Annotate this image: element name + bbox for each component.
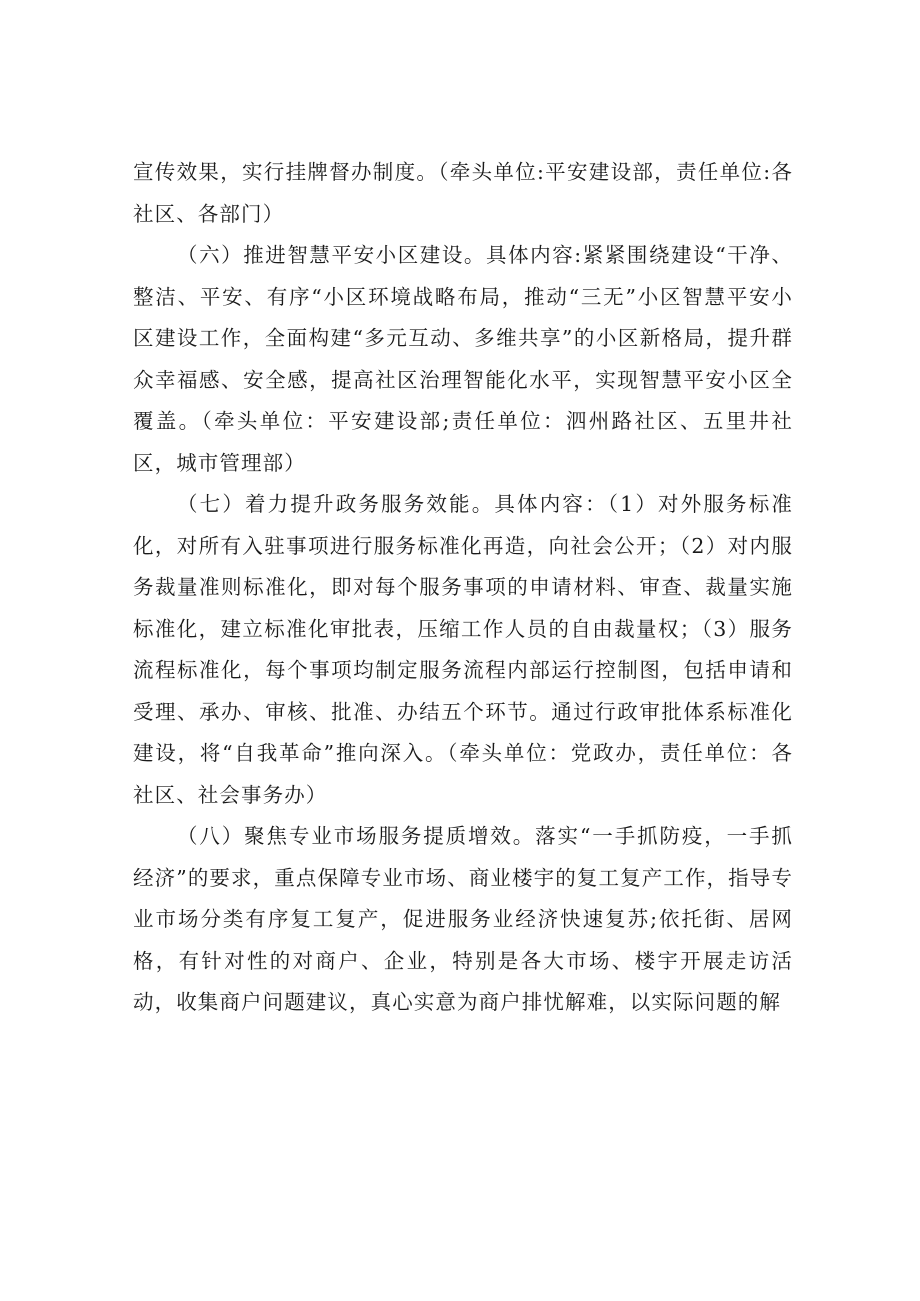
paragraph-seven: （七）着力提升政务服务效能。具体内容：（1）对外服务标准化，对所有入驻事项进行服务标准化再造，向社会公开；（2）对内服务裁量准则标准化，即对每个服务事项的申请材料、审查、裁量实施标准化，建立标准化审批表，压缩工作人员的自由裁量权；（3）服务流程标准化，每个事项均制定服务流程内部运行控制图，包括申请和受理、承办、审核、批准、办结五个环节。通过行政审批体系标准化建设，将“自我革命”推向深入。（牵头单位：党政办，责任单位：各社区、社会事务办） [133,492,793,807]
paragraph-six: （六）推进智慧平安小区建设。具体内容:紧紧围绕建设“干净、整洁、平安、有序“小区环境战略布局，推动“三无”小区智慧平安小区建设工作，全面构建“多元互动、多维共享”的小区新格局，提升群众幸福感、安全感，提高社区治理智能化水平，实现智慧平安小区全覆盖。（牵头单位：平安建设部;责任单位：泗州路社区、五里井社区，城市管理部） [133,243,793,475]
document-body [133,152,793,1024]
paragraph-continuation: 宣传效果，实行挂牌督办制度。（牵头单位:平安建设部，责任单位:各社区、各部门） [133,160,793,226]
paragraph-eight: （八）聚焦专业市场服务提质增效。落实“一手抓防疫，一手抓经济”的要求，重点保障专业市场、商业楼宇的复工复产工作，指导专业市场分类有序复工复产，促进服务业经济快速复苏;依托街、居网格，有针对性的对商户、企业，特别是各大市场、楼宇开展走访活动，收集商户问题建议，真心实意为商户排忧解难，以实际问题的解 [133,824,793,1014]
